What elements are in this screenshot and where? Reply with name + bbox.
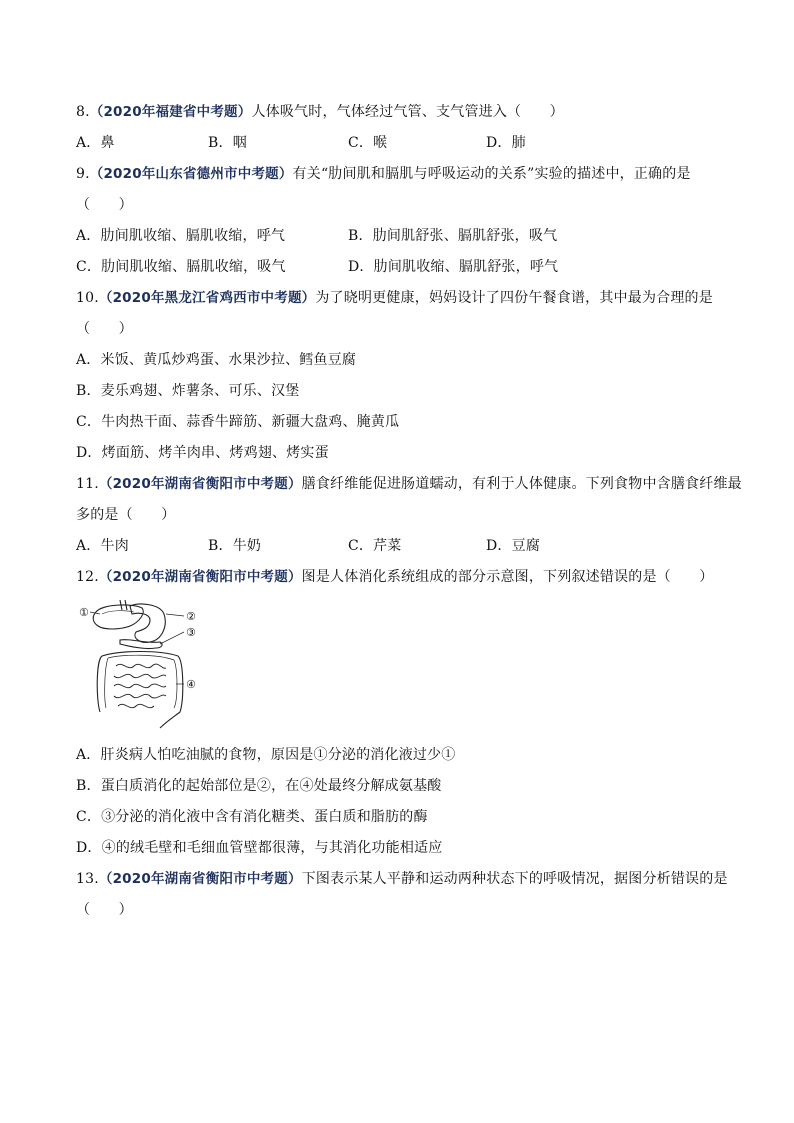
- option-d: D．豆腐: [486, 538, 541, 554]
- question-source: （2020年湖南省衡阳市中考题）: [98, 476, 302, 492]
- question-10-stem: [76, 288, 713, 308]
- small-intestine-shape: [114, 664, 166, 708]
- question-13-stem: [76, 869, 728, 889]
- option-c: C．牛肉热干面、蒜香牛蹄筋、新疆大盘鸡、腌黄瓜: [76, 414, 400, 430]
- question-source: （2020年福建省中考题）: [89, 104, 252, 120]
- liver-shape: [93, 605, 143, 629]
- question-12-stem: [76, 567, 713, 587]
- digestive-system-diagram: [80, 600, 210, 730]
- option-b: B．牛奶: [208, 538, 262, 554]
- question-text: 图是人体消化系统组成的部分示意图，下列叙述错误的是（ ）: [301, 569, 714, 585]
- question-text: 人体吸气时，气体经过气管、支气管进入（ ）: [251, 104, 564, 120]
- pancreas-shape: [120, 640, 162, 649]
- answer-blank: （ ）: [76, 902, 133, 918]
- figure-label-3: ③: [186, 626, 196, 639]
- question-text: 有关“肋间肌和膈肌与呼吸运动的关系”实验的描述中，正确的是: [292, 166, 691, 182]
- option-a: A．肝炎病人怕吃油腻的食物，原因是①分泌的消化液过少①: [76, 747, 456, 763]
- option-b: B．蛋白质消化的起始部位是②，在④处最终分解成氨基酸: [76, 778, 442, 794]
- option-c: C．芹菜: [348, 538, 402, 554]
- option-a: A．牛肉: [76, 538, 129, 554]
- option-a: A．米饭、黄瓜炒鸡蛋、水果沙拉、鳕鱼豆腐: [76, 352, 357, 368]
- question-11-stem: [76, 474, 742, 494]
- option-d: D．烤面筋、烤羊肉串、烤鸡翅、烤实蛋: [76, 445, 329, 461]
- option-d: D．肺: [486, 135, 526, 151]
- option-c: C．肋间肌收缩、膈肌收缩，吸气: [76, 259, 286, 275]
- figure-label-4: ④: [186, 678, 196, 691]
- figure-label-1: ①: [79, 606, 89, 619]
- question-number: 9.: [76, 166, 90, 182]
- option-c: C．③分泌的消化液中含有消化糖类、蛋白质和脂肪的酶: [76, 809, 428, 825]
- question-text: 膳食纤维能促进肠道蠕动，有利于人体健康。下列食物中含膳食纤维最: [301, 476, 742, 492]
- question-9-stem: [76, 164, 691, 184]
- question-source: （2020年山东省德州市中考题）: [89, 166, 293, 182]
- option-a: A．肋间肌收缩、膈肌收缩，呼气: [76, 228, 286, 244]
- option-b: B．咽: [208, 135, 247, 151]
- option-d: D．④的绒毛壁和毛细血管壁都很薄，与其消化功能相适应: [76, 840, 443, 856]
- large-intestine-shape: [97, 652, 183, 729]
- question-source: （2020年湖南省衡阳市中考题）: [98, 569, 302, 585]
- option-c: C．喉: [348, 135, 388, 151]
- question-text: 为了晓明更健康，妈妈设计了四份午餐食谱，其中最为合理的是: [315, 290, 713, 306]
- question-number: 8.: [76, 104, 90, 120]
- answer-blank: （ ）: [76, 321, 133, 337]
- question-source: （2020年黑龙江省鸡西市中考题）: [98, 290, 316, 306]
- option-a: A．鼻: [76, 135, 115, 151]
- question-number: 12.: [76, 569, 99, 585]
- question-number: 13.: [76, 871, 99, 887]
- option-b: B．麦乐鸡翅、炸薯条、可乐、汉堡: [76, 383, 300, 399]
- question-number: 11.: [76, 476, 99, 492]
- option-b: B．肋间肌舒张、膈肌舒张，吸气: [348, 228, 558, 244]
- question-number: 10.: [76, 290, 99, 306]
- question-8-stem: [76, 102, 564, 122]
- answer-blank: （ ）: [76, 197, 133, 213]
- figure-label-2: ②: [186, 610, 196, 623]
- question-source: （2020年湖南省衡阳市中考题）: [98, 871, 302, 887]
- question-text-continued: 多的是（ ）: [76, 507, 176, 523]
- option-d: D．肋间肌收缩、膈肌舒张，呼气: [348, 259, 559, 275]
- question-text: 下图表示某人平静和运动两种状态下的呼吸情况，据图分析错误的是: [301, 871, 728, 887]
